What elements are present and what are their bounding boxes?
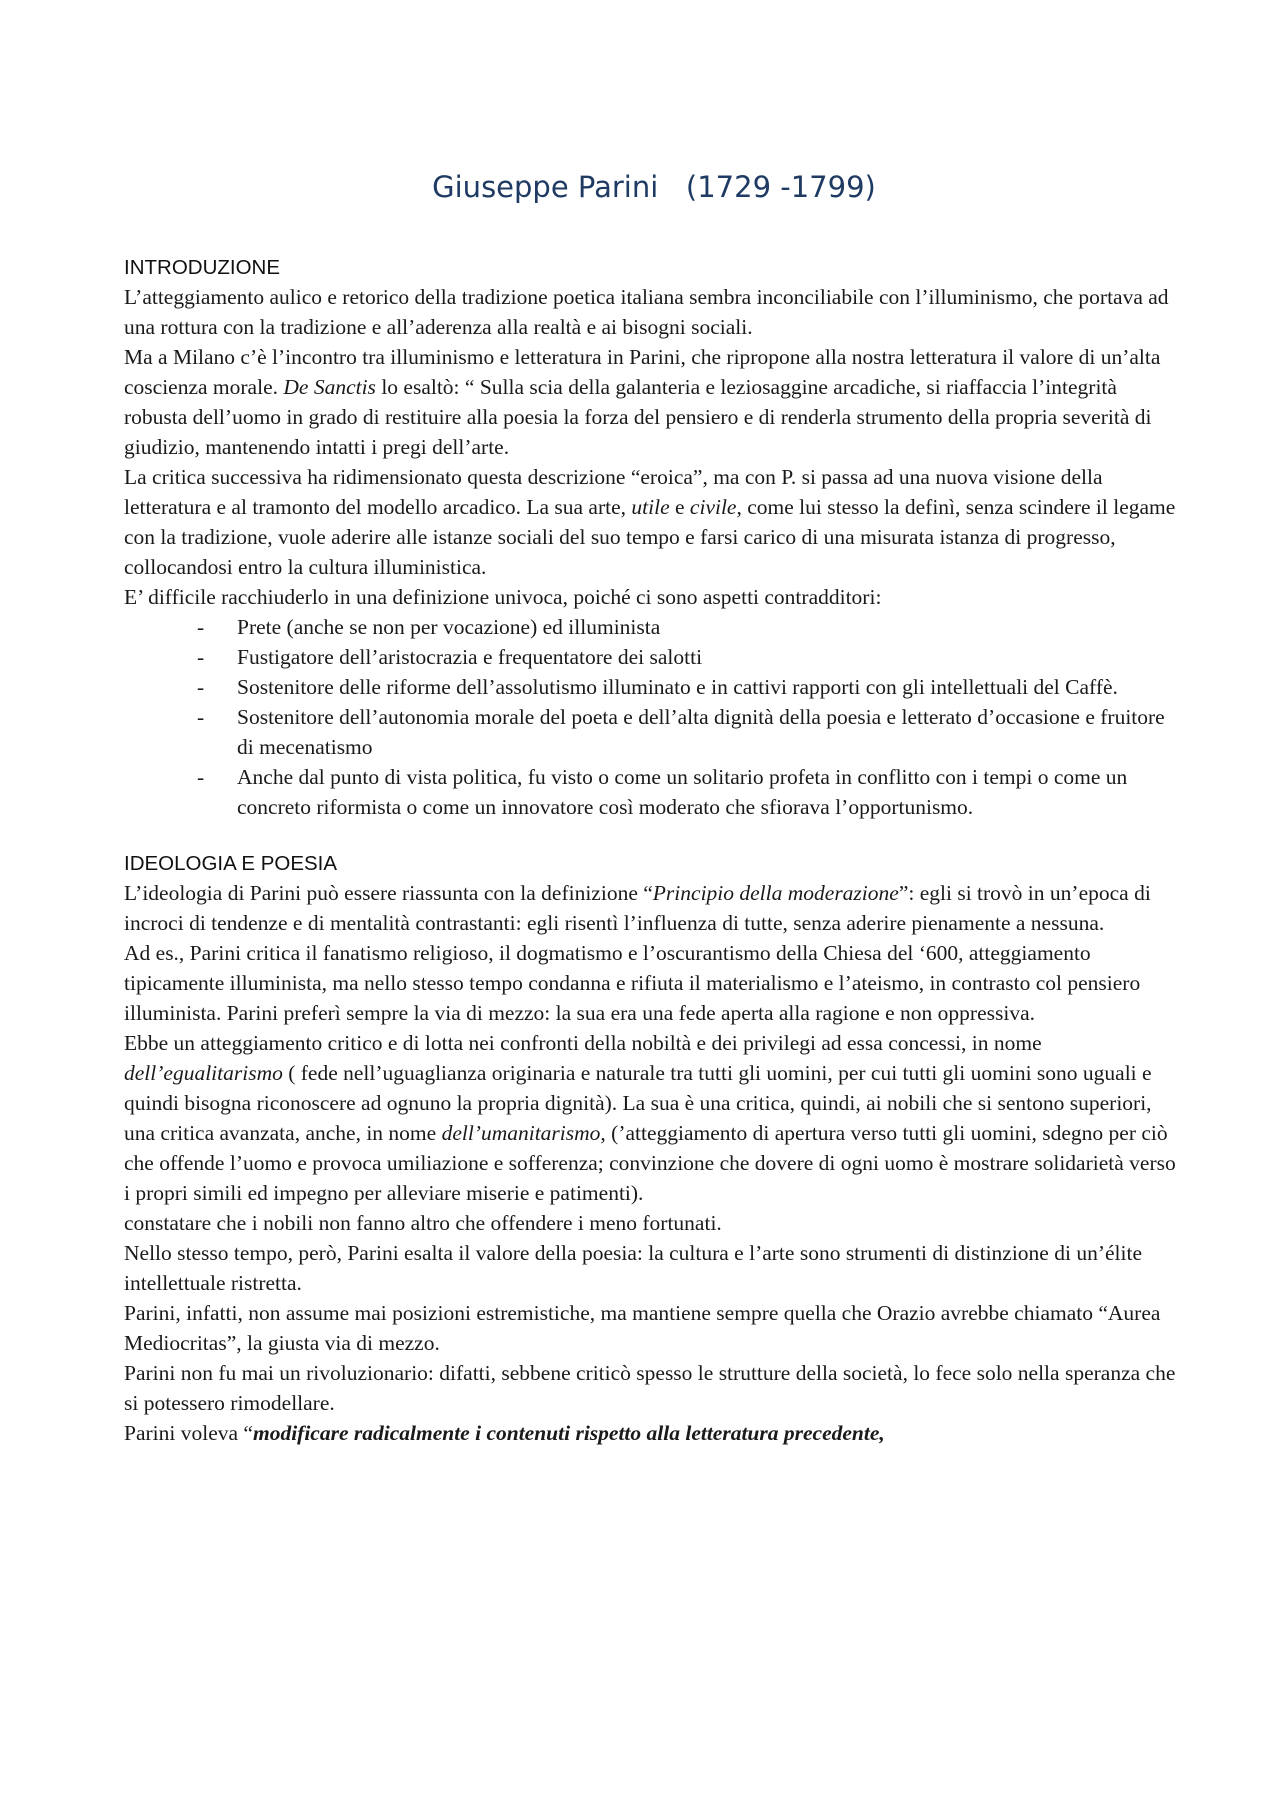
italic-text: civile bbox=[689, 495, 737, 519]
bullet-marker: - bbox=[197, 705, 205, 729]
paragraph: Parini, infatti, non assume mai posizioni estremistiche, ma mantiene sempre quella che Orazio avrebbe chiamato “Aurea Mediocritas”, la giusta via di mezzo. bbox=[124, 1301, 1161, 1355]
paragraph: Ebbe un atteggiamento critico e di lotta nei confronti della nobiltà e dei privilegi ad essa concessi, in nome dell’egualitarismo ( fede nell’uguaglianza originaria e naturale tra tutti gli uomini, per cui tutti gli uomini sono uguali e quindi bisogna riconoscere ad ognuno la propria dignità). La sua è una critica, quindi, ai nobili che si sentono superiori, una critica avanzata, anche, in nome dell’umanitarismo, (’atteggiamento di apertura verso tutti gli uomini, sdegno per ciò che offende l’uomo e provoca umiliazione e sofferenza; convinzione che dovere di ogni uomo è mostrare solidarietà verso i propri simili ed impegno per alleviare miserie e patimenti). bbox=[124, 1031, 1176, 1205]
list-item: - Anche dal punto di vista politica, fu visto o come un solitario profeta in conflitto con i tempi o come un concreto riformista o come un innovatore così moderato che sfiorava l’opportunismo. bbox=[237, 762, 1184, 822]
bullet-marker: - bbox=[197, 645, 205, 669]
section-heading: INTRODUZIONE bbox=[124, 256, 281, 279]
list-item: - Sostenitore dell’autonomia morale del poeta e dell’alta dignità della poesia e letterato d’occasione e fruitore di mecenatismo bbox=[237, 702, 1184, 762]
section-ideologia-e-poesia bbox=[124, 849, 1184, 1448]
paragraph: La critica successiva ha ridimensionato questa descrizione “eroica”, ma con P. si passa ad una nuova visione della letteratura e al tramonto del modello arcadico. La sua arte, utile e civile, come lui stesso la definì, senza scindere il legame con la tradizione, vuole aderire alle istanze sociali del suo tempo e farsi carico di una misurata istanza di progresso, collocandosi entro la cultura illuministica. bbox=[124, 465, 1176, 579]
list-item: - Fustigatore dell’aristocrazia e frequentatore dei salotti bbox=[237, 642, 1184, 672]
bullet-marker: - bbox=[197, 765, 205, 789]
paragraph: constatare che i nobili non fanno altro che offendere i meno fortunati. bbox=[124, 1211, 722, 1235]
italic-text: dell’egualitarismo bbox=[124, 1061, 283, 1085]
paragraph: Parini non fu mai un rivoluzionario: difatti, sebbene criticò spesso le strutture della società, lo fece solo nella speranza che si potessero rimodellare. bbox=[124, 1361, 1176, 1415]
paragraph: Ma a Milano c’è l’incontro tra illuminismo e letteratura in Parini, che ripropone alla nostra letteratura il valore di un’alta coscienza morale. De Sanctis lo esaltò: “ Sulla scia della galanteria e leziosaggine arcadiche, si riaffaccia l’integrità robusta dell’uomo in grado di restituire alla poesia la forza del pensiero e di renderla strumento della propria severità di giudizio, mantenendo intatti i pregi dell’arte. bbox=[124, 345, 1161, 459]
document-page bbox=[124, 150, 1184, 1448]
section-introduzione bbox=[124, 253, 1184, 822]
section-heading: IDEOLOGIA E POESIA bbox=[124, 852, 338, 875]
bullet-marker: - bbox=[197, 675, 205, 699]
bold-italic-text: modificare radicalmente i contenuti rispetto alla letteratura precedente, bbox=[252, 1421, 885, 1445]
paragraph: Parini voleva “modificare radicalmente i contenuti rispetto alla letteratura precedente, bbox=[124, 1421, 885, 1445]
bullet-marker: - bbox=[197, 615, 205, 639]
list-item: - Prete (anche se non per vocazione) ed illuminista bbox=[237, 612, 1184, 642]
paragraph: E’ difficile racchiuderlo in una definizione univoca, poiché ci sono aspetti contradditori: bbox=[124, 585, 882, 609]
italic-text: dell’umanitarismo bbox=[441, 1121, 601, 1145]
document-title: Giuseppe Parini (1729 -1799) bbox=[432, 170, 876, 204]
italic-text: De Sanctis bbox=[283, 375, 376, 399]
list-item: - Sostenitore delle riforme dell’assolutismo illuminato e in cattivi rapporti con gli intellettuali del Caffè. bbox=[237, 672, 1184, 702]
paragraph: Ad es., Parini critica il fanatismo religioso, il dogmatismo e l’oscurantismo della Chiesa del ‘600, atteggiamento tipicamente illuminista, ma nello stesso tempo condanna e rifiuta il materialismo e l’ateismo, in contrasto col pensiero illuminista. Parini preferì sempre la via di mezzo: la sua era una fede aperta alla ragione e non oppressiva. bbox=[124, 941, 1141, 1025]
italic-text: Principio della moderazione bbox=[652, 881, 899, 905]
italic-text: utile bbox=[631, 495, 670, 519]
bullet-list bbox=[124, 612, 1184, 822]
paragraph: L’atteggiamento aulico e retorico della tradizione poetica italiana sembra inconciliabile con l’illuminismo, che portava ad una rottura con la tradizione e all’aderenza alla realtà e ai bisogni sociali. bbox=[124, 285, 1169, 339]
paragraph: L’ideologia di Parini può essere riassunta con la definizione “Principio della moderazione”: egli si trovò in un’epoca di incroci di tendenze e di mentalità contrastanti: egli risentì l’influenza di tutte, senza aderire pienamente a nessuna. bbox=[124, 881, 1151, 935]
paragraph: Nello stesso tempo, però, Parini esalta il valore della poesia: la cultura e l’arte sono strumenti di distinzione di un’élite intellettuale ristretta. bbox=[124, 1241, 1142, 1295]
